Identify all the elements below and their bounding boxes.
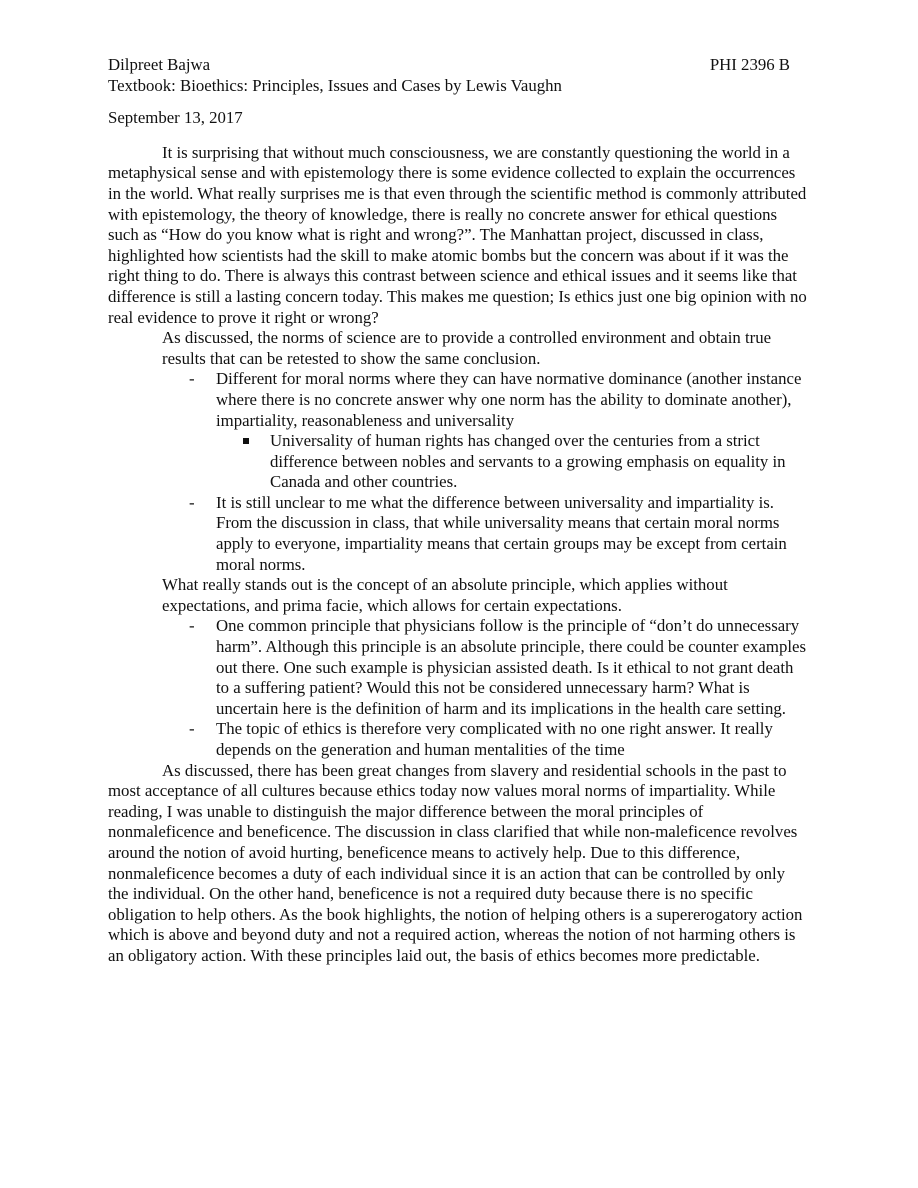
dash-bullet: - [189, 719, 195, 739]
list-item-text: The topic of ethics is therefore very complicated with no one right answer. It really depends on the generation and human mentalities of the time [216, 719, 773, 759]
paragraph-intro: It is surprising that without much consciousness, we are constantly questioning the world in a metaphysical sense and with epistemology there is some evidence collected to explain the occurrences in the world. What really surprises me is that even through the scientific method is commonly attributed with epistemology, the theory of knowledge, there is really no concrete answer for ethical questions such as “How do you know what is right and wrong?”. The Manhattan project, discussed in class, highlighted how scientists had the skill to make atomic bombs but the concern was about if it was the right thing to do. There is always this contrast between science and ethical issues and it seems like that difference is still a lasting concern today. This makes me question; Is ethics just one big opinion with no real evidence to prove it right or wrong? [108, 142, 807, 327]
dash-bullet: - [189, 369, 195, 389]
list-item [189, 719, 808, 760]
paragraph-science-norms: As discussed, the norms of science are to provide a controlled environment and obtain true results that can be retested to show the same conclusion. [162, 328, 772, 368]
list-item [189, 369, 808, 493]
document-page [108, 55, 808, 967]
list-item-text: Different for moral norms where they can have normative dominance (another instance where there is no concrete answer why one norm has the ability to dominate another), impartiality, reasonableness and universality [216, 369, 802, 430]
paragraph-absolute-principle: What really stands out is the concept of an absolute principle, which applies without expectations, and prima facie, which allows for certain expectations. [162, 575, 728, 615]
square-bullet-icon [243, 438, 249, 444]
author-name: Dilpreet Bajwa [108, 55, 211, 74]
paragraph-conclusion: As discussed, there has been great changes from slavery and residential schools in the past to most acceptance of all cultures because ethics today now values moral norms of impartiality. While reading, I was unable to distinguish the major difference between the moral principles of nonmaleficence and beneficence. The discussion in class clarified that while non-maleficence revolves around the notion of avoid hurting, beneficence means to actively help. Due to this difference, nonmaleficence becomes a duty of each individual since it is an action that can be controlled by only the individual. On the other hand, beneficence is not a required duty because there is no specific obligation to help others. As the book highlights, the notion of helping others is a supererogatory action which is above and beyond duty and not a required action, whereas the notion of not harming others is an obligatory action. With these principles laid out, the basis of ethics becomes more predictable. [108, 760, 803, 965]
square-sublist [216, 431, 808, 493]
dash-list-principles [108, 616, 808, 760]
textbook-line: Textbook: Bioethics: Principles, Issues and Cases by Lewis Vaughn [108, 75, 562, 95]
dash-bullet: - [189, 492, 195, 512]
list-item-text: Universality of human rights has changed over the centuries from a strict difference between nobles and servants to a growing emphasis on equality in Canada and other countries. [270, 431, 786, 492]
list-item-text: It is still unclear to me what the difference between universality and impartiality is. From the discussion in class, that while universality means that certain moral norms apply to everyone, impartiality means that certain groups may be except from certain moral norms. [216, 492, 787, 574]
list-item [189, 616, 808, 719]
list-item-text: One common principle that physicians follow is the principle of “don’t do unnecessary harm”. Although this principle is an absolute principle, there could be counter examples out there. One such example is physician assisted death. Is it ethical to not grant death to a suffering patient? Would this not be considered unnecessary harm? What is uncertain here is the definition of harm and its implications in the health care setting. [216, 616, 806, 718]
course-code: PHI 2396 B [709, 55, 790, 74]
header-row [108, 55, 790, 76]
date-line: September 13, 2017 [108, 108, 243, 128]
list-item [189, 492, 808, 575]
list-item [270, 431, 808, 493]
dash-list-norms [108, 369, 808, 575]
dash-bullet: - [189, 616, 195, 636]
